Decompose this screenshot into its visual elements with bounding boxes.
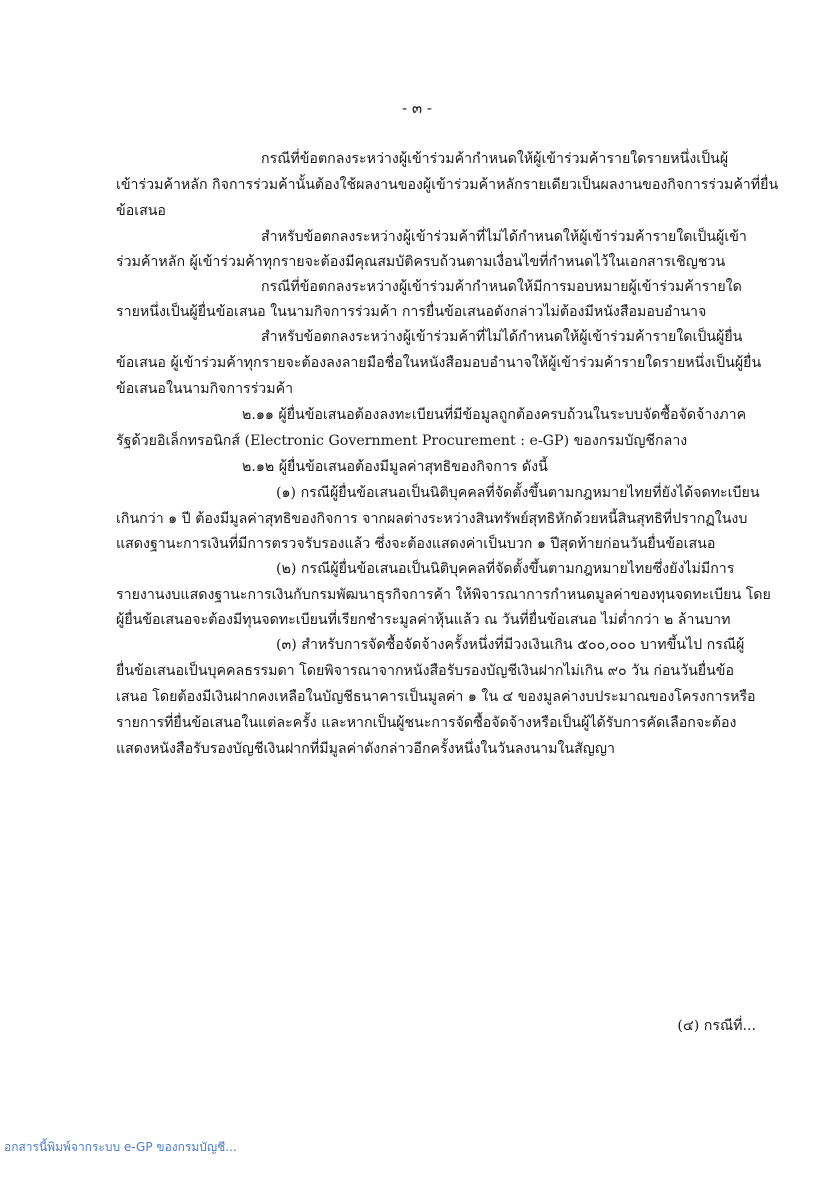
document-line: เข้าร่วมค้าหลัก กิจการร่วมค้านั้นต้องใช้ผลงานของผู้เข้าร่วมค้าหลักรายเดียวเป็นผลงานของกิจการร่วมค้าที่ยื่น	[116, 177, 779, 193]
document-line: ยื่นข้อเสนอเป็นบุคคลธรรมดา โดยพิจารณาจากหนังสือรับรองบัญชีเงินฝากไม่เกิน ๙๐ วัน ก่อนวันยื่นข้อ	[116, 663, 735, 679]
document-line: ๒.๑๒ ผู้ยื่นข้อเสนอต้องมีมูลค่าสุทธิของกิจการ ดังนี้	[242, 459, 548, 475]
document-line: ผู้ยื่นข้อเสนอจะต้องมีทุนจดทะเบียนที่เรียกชำระมูลค่าหุ้นแล้ว ณ วันที่ยื่นข้อเสนอ ไม่ต่ำกว่า ๒ ล้านบาท	[116, 612, 731, 628]
document-line: ข้อเสนอ	[116, 203, 166, 219]
page-number: - ๓ -	[402, 99, 432, 117]
document-line: รายการที่ยื่นข้อเสนอในแต่ละครั้ง และหากเป็นผู้ชนะการจัดซื้อจัดจ้างหรือเป็นผู้ได้รับการคัดเลือกจะต้อง	[116, 715, 737, 731]
document-line: รัฐด้วยอิเล็กทรอนิกส์ (Electronic Government Procurement : e-GP) ของกรมบัญชีกลาง	[116, 433, 688, 449]
document-line: (๓) สำหรับการจัดซื้อจัดจ้างครั้งหนึ่งที่มีวงเงินเกิน ๕๐๐,๐๐๐ บาทขึ้นไป กรณีผู้	[276, 637, 745, 653]
document-line: ข้อเสนอ ผู้เข้าร่วมค้าทุกรายจะต้องลงลายมือชื่อในหนังสือมอบอำนาจให้ผู้เข้าร่วมค้ารายใดรายหนึ่งเป็นผู้ยื่น	[116, 355, 762, 371]
document-line: กรณีที่ข้อตกลงระหว่างผู้เข้าร่วมค้ากำหนดให้ผู้เข้าร่วมค้ารายใดรายหนึ่งเป็นผู้	[261, 151, 729, 167]
document-line: (๒) กรณีผู้ยื่นข้อเสนอเป็นนิติบุคคลที่จัดตั้งขึ้นตามกฎหมายไทยซึ่งยังไม่มีการ	[276, 561, 735, 577]
print-watermark: อกสารนี้พิมพ์จากระบบ e-GP ของกรมบัญชี...	[4, 1140, 237, 1154]
document-line: สำหรับข้อตกลงระหว่างผู้เข้าร่วมค้าที่ไม่ได้กำหนดให้ผู้เข้าร่วมค้ารายใดเป็นผู้ยื่น	[261, 329, 743, 345]
document-line: สำหรับข้อตกลงระหว่างผู้เข้าร่วมค้าที่ไม่ได้กำหนดให้ผู้เข้าร่วมค้ารายใดเป็นผู้เข้า	[261, 229, 747, 245]
document-line: รายหนึ่งเป็นผู้ยื่นข้อเสนอ ในนามกิจการร่วมค้า การยื่นข้อเสนอดังกล่าวไม่ต้องมีหนังสือมอบอำนาจ	[116, 304, 707, 320]
document-line: แสดงหนังสือรับรองบัญชีเงินฝากที่มีมูลค่าดังกล่าวอีกครั้งหนึ่งในวันลงนามในสัญญา	[116, 741, 615, 757]
document-line: ๒.๑๑ ผู้ยื่นข้อเสนอต้องลงทะเบียนที่มีข้อมูลถูกต้องครบถ้วนในระบบจัดซื้อจัดจ้างภาค	[242, 407, 747, 423]
document-line: เสนอ โดยต้องมีเงินฝากคงเหลือในบัญชีธนาคารเป็นมูลค่า ๑ ใน ๔ ของมูลค่างบประมาณของโครงการหรือ	[116, 689, 756, 705]
document-line: รายงานงบแสดงฐานะการเงินกับกรมพัฒนาธุรกิจการค้า ให้พิจารณาการกำหนดมูลค่าของทุนจดทะเบียน โดย	[116, 587, 771, 603]
document-line: ข้อเสนอในนามกิจการร่วมค้า	[116, 381, 294, 397]
document-line: กรณีที่ข้อตกลงระหว่างผู้เข้าร่วมค้ากำหนดให้มีการมอบหมายผู้เข้าร่วมค้ารายใด	[261, 279, 742, 295]
document-body	[116, 146, 779, 762]
document-line: เกินกว่า ๑ ปี ต้องมีมูลค่าสุทธิของกิจการ จากผลต่างระหว่างสินทรัพย์สุทธิหักด้วยหนี้สินสุทธิที่ปรากฏในงบ	[116, 511, 748, 527]
document-line: แสดงฐานะการเงินที่มีการตรวจรับรองแล้ว ซึ่งจะต้องแสดงค่าเป็นบวก ๑ ปีสุดท้ายก่อนวันยื่นข้อเสนอ	[116, 536, 716, 552]
continuation-marker: (๔) กรณีที่...	[677, 1018, 756, 1034]
document-line: ร่วมค้าหลัก ผู้เข้าร่วมค้าทุกรายจะต้องมีคุณสมบัติครบถ้วนตามเงื่อนไขที่กำหนดไว้ในเอกสารเชิญชวน	[116, 254, 726, 270]
document-line: (๑) กรณีผู้ยื่นข้อเสนอเป็นนิติบุคคลที่จัดตั้งขึ้นตามกฎหมายไทยที่ยังได้จดทะเบียน	[276, 485, 760, 501]
